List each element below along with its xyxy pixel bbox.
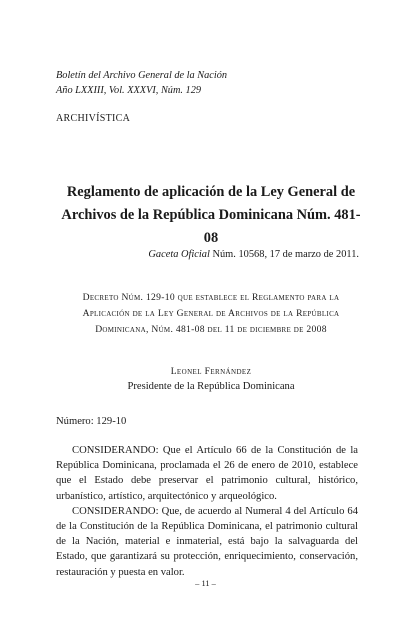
journal-name: Boletín del Archivo General de la Nación bbox=[56, 70, 228, 81]
decree-heading bbox=[56, 290, 366, 338]
title-line-1: Reglamento de aplicación de la Ley General de bbox=[66, 184, 356, 200]
section-label: ARCHIVÍSTICA bbox=[56, 113, 131, 124]
decree-line-3: Dominicana, Núm. 481-08 del 11 de diciembre de 2008 bbox=[95, 324, 327, 335]
considerando-paragraph-1: CONSIDERANDO: Que el Artículo 66 de la Constitución de la República Dominicana, proclamada el 26 de enero de 2010, establece que el Estado debe preservar el patrimonio cultural, histórico, urbanístico, artístico, arquitectónico y arqueológico. bbox=[56, 445, 358, 502]
journal-volume: Año LXXIII, Vol. XXXVI, Núm. 129 bbox=[56, 85, 201, 96]
considerando-paragraph-2: CONSIDERANDO: Que, de acuerdo al Numeral 4 del Artículo 64 de la Constitución de la República Dominicana, el patrimonio cultural de la Nación, material e inmaterial, está bajo la salvaguarda del Estado, que garantizará su protección, enriquecimiento, conservación, restauración y puesta en valor. bbox=[56, 505, 358, 578]
decree-line-1: Decreto Núm. 129-10 que establece el Reglamento para la bbox=[82, 292, 340, 303]
title-line-2: Archivos de la República Dominicana Núm. 481-08 bbox=[61, 207, 361, 246]
gaceta-name: Gaceta Oficial bbox=[148, 249, 210, 260]
decree-line-2: Aplicación de la Ley General de Archivos de la República bbox=[82, 308, 340, 319]
signatory bbox=[56, 365, 366, 394]
page-number: – 11 – bbox=[195, 579, 216, 588]
journal-header bbox=[56, 68, 227, 98]
signatory-role: Presidente de la República Dominicana bbox=[127, 381, 295, 392]
gaceta-details: Núm. 10568, 17 de marzo de 2011. bbox=[209, 249, 359, 260]
article-title bbox=[56, 181, 366, 250]
signatory-name: Leonel Fernández bbox=[170, 367, 252, 377]
body-text bbox=[56, 443, 358, 580]
gaceta-reference bbox=[148, 249, 359, 260]
decree-number: Número: 129-10 bbox=[56, 416, 127, 427]
